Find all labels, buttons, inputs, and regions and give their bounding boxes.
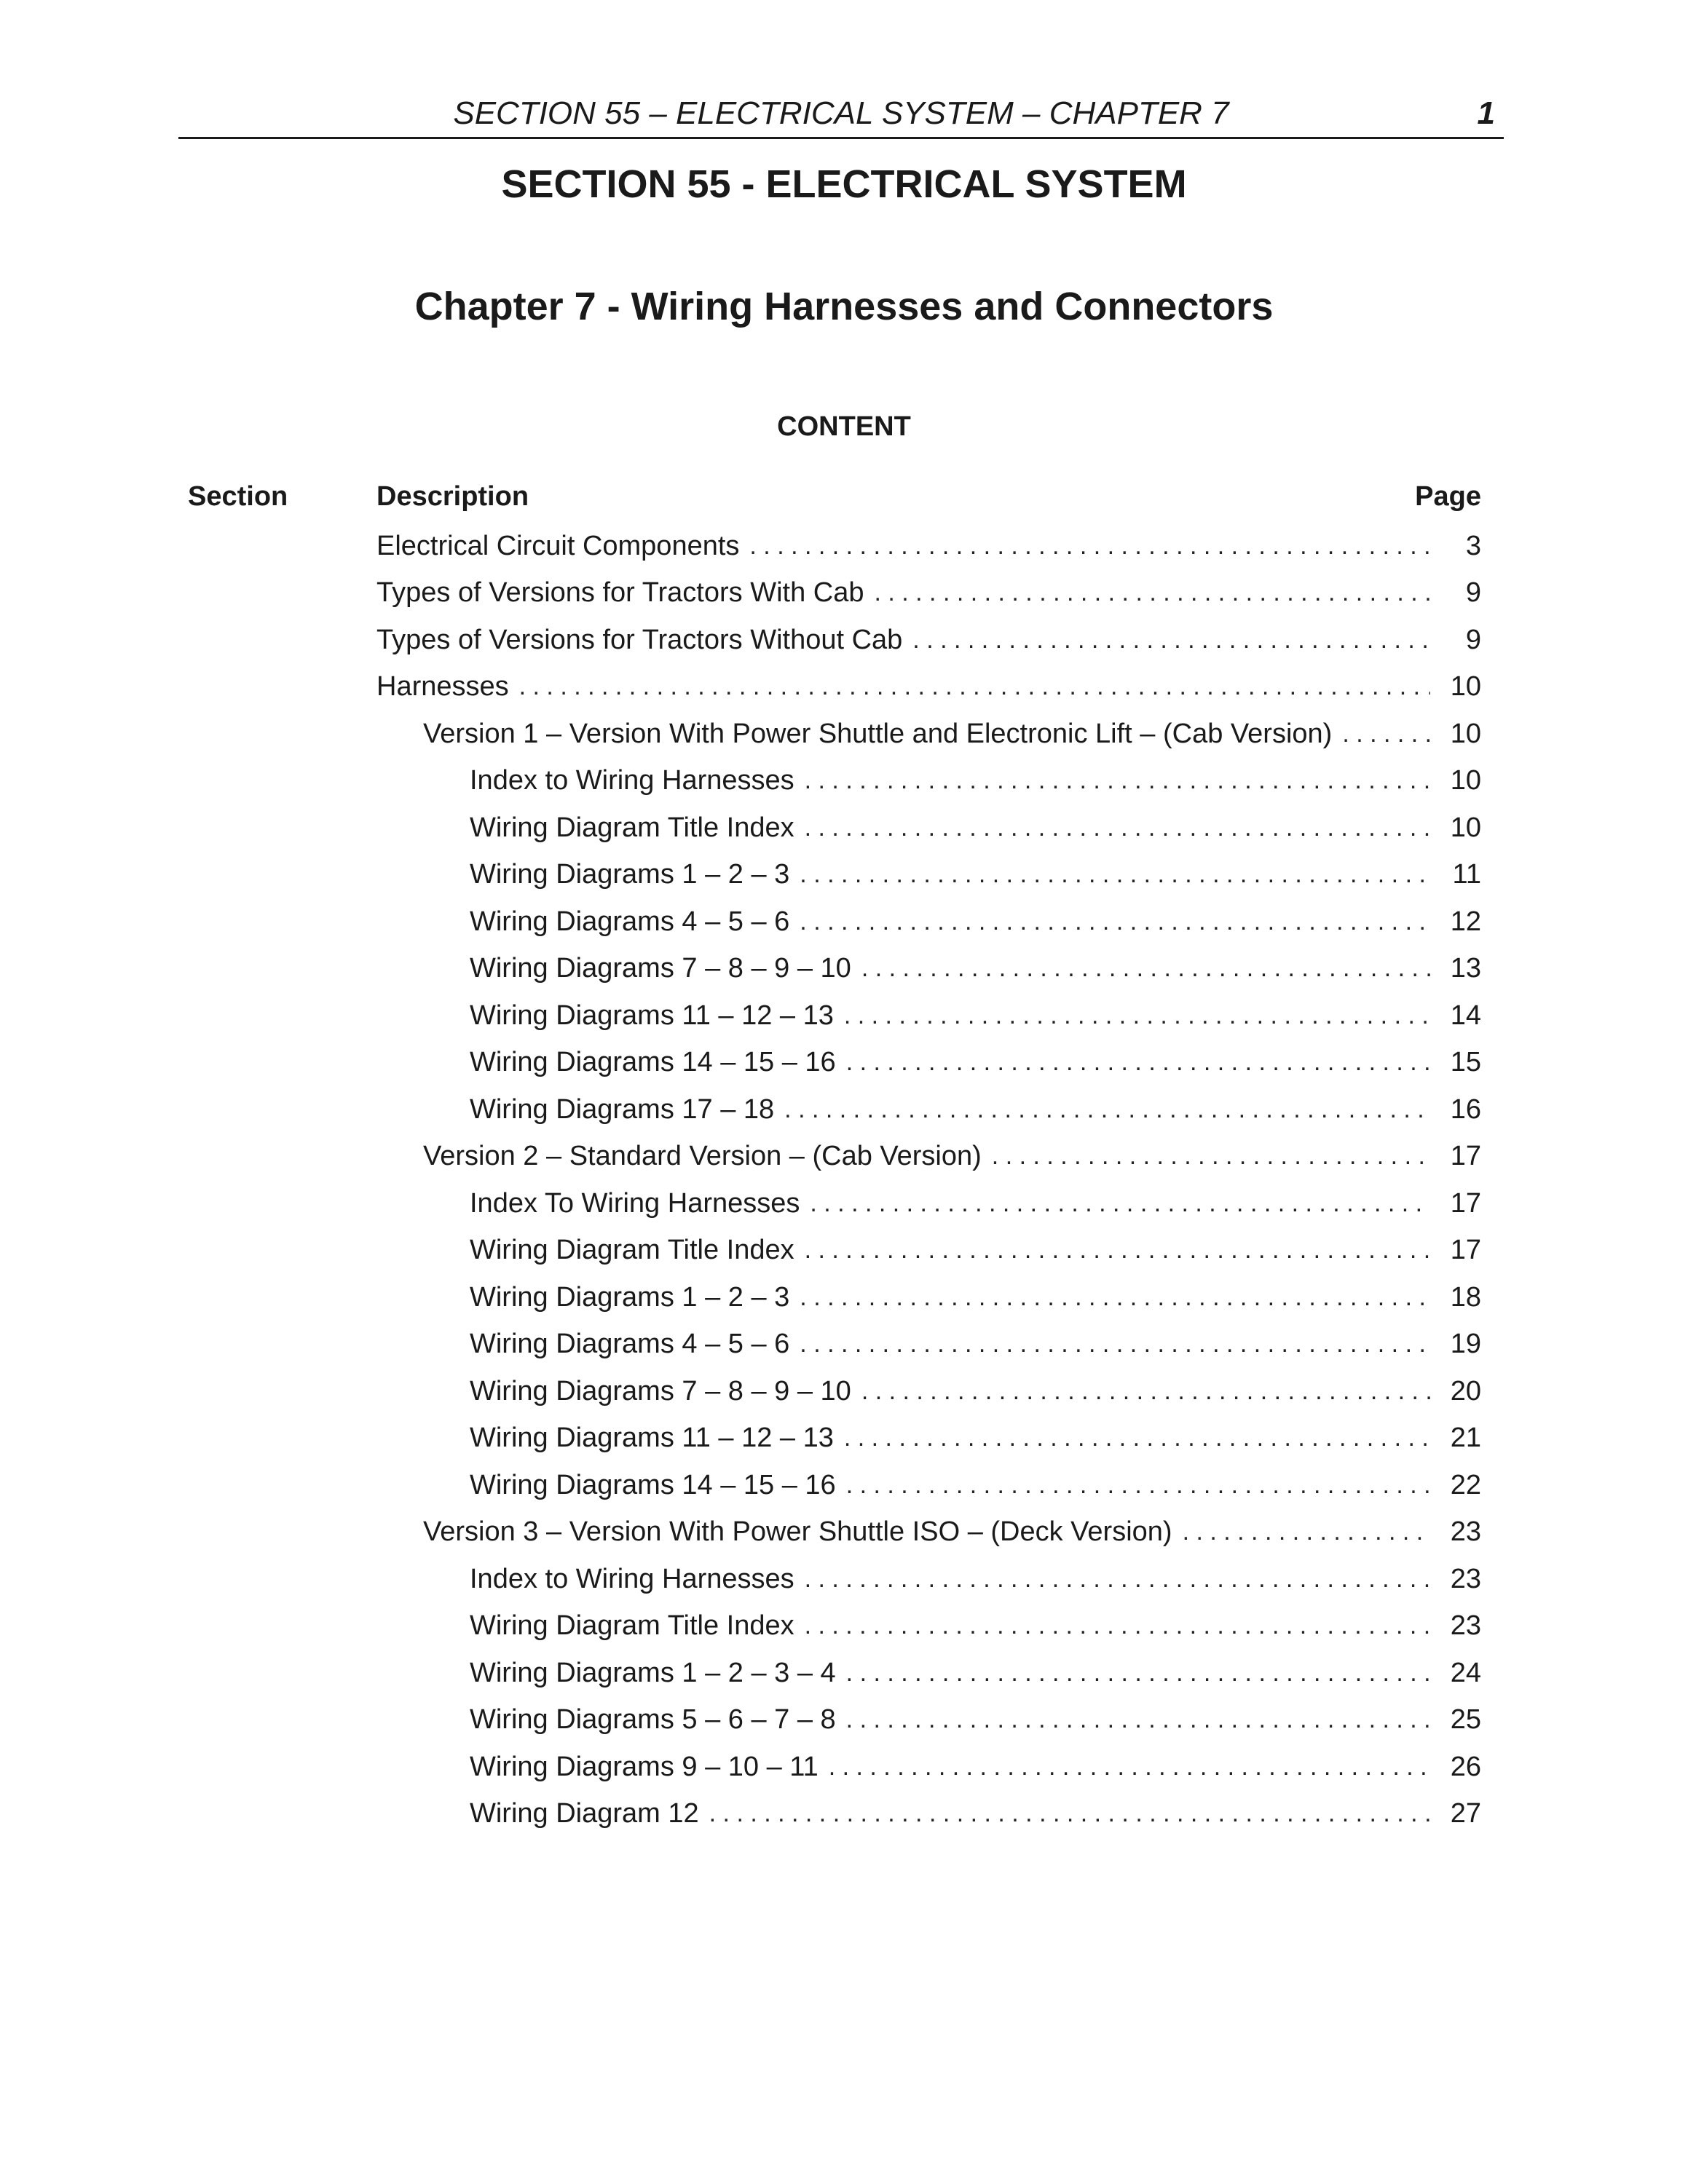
toc-entry-page: 20 xyxy=(1450,1375,1481,1406)
dot-leader xyxy=(805,1612,1430,1640)
toc-entry[interactable] xyxy=(376,617,1481,664)
dot-leader xyxy=(519,673,1430,701)
toc-entry-page: 10 xyxy=(1450,765,1481,796)
toc-entry-title: Harnesses xyxy=(376,671,509,703)
toc-entry-page: 23 xyxy=(1450,1516,1481,1548)
toc-entry-page: 9 xyxy=(1465,577,1481,609)
toc-entry-title: Wiring Diagram Title Index xyxy=(470,812,794,843)
toc-entry-page: 19 xyxy=(1450,1329,1481,1360)
dot-leader xyxy=(805,814,1430,842)
toc-entry-title: Wiring Diagrams 1 – 2 – 3 – 4 xyxy=(470,1657,836,1688)
toc-entry[interactable] xyxy=(376,1415,1481,1463)
toc-entry-page: 17 xyxy=(1450,1187,1481,1219)
toc-entry-title: Version 3 – Version With Power Shuttle ISO – (Deck Version) xyxy=(423,1516,1172,1548)
toc-entry-page: 11 xyxy=(1452,859,1481,890)
toc-entry-title: Wiring Diagrams 11 – 12 – 13 xyxy=(470,1423,834,1454)
toc-entry-title: Wiring Diagrams 1 – 2 – 3 xyxy=(470,859,790,890)
toc-entry-title: Types of Versions for Tractors Without Cab xyxy=(376,624,903,655)
column-header-description: Description xyxy=(376,481,529,512)
toc-entry-page: 17 xyxy=(1450,1141,1481,1172)
toc-entry-title: Wiring Diagram 12 xyxy=(470,1798,699,1829)
toc-entry[interactable] xyxy=(376,852,1481,899)
toc-entry[interactable] xyxy=(376,758,1481,805)
dot-leader xyxy=(800,1330,1430,1358)
column-header-page: Page xyxy=(1415,481,1481,512)
toc-entry-page: 10 xyxy=(1450,812,1481,843)
toc-entry[interactable] xyxy=(376,804,1481,852)
toc-entry[interactable] xyxy=(376,1133,1481,1181)
toc-entry-page: 23 xyxy=(1450,1563,1481,1594)
toc-entry-page: 22 xyxy=(1450,1469,1481,1500)
dot-leader xyxy=(805,1565,1430,1594)
toc-entry-page: 9 xyxy=(1465,624,1481,655)
toc-entry-page: 10 xyxy=(1450,718,1481,749)
dot-leader xyxy=(1342,720,1430,748)
section-title: SECTION 55 - ELECTRICAL SYSTEM xyxy=(501,162,1187,206)
dot-leader xyxy=(800,908,1430,936)
toc-entry-page: 15 xyxy=(1450,1047,1481,1078)
dot-leader xyxy=(861,1377,1430,1406)
toc-entry-title: Wiring Diagrams 4 – 5 – 6 xyxy=(470,906,790,937)
dot-leader xyxy=(846,1706,1430,1734)
toc-entry[interactable] xyxy=(376,1744,1481,1791)
toc-entry-page: 17 xyxy=(1450,1235,1481,1266)
running-header xyxy=(178,93,1504,139)
toc-entry-page: 26 xyxy=(1450,1751,1481,1782)
toc-entry-title: Wiring Diagram Title Index xyxy=(470,1235,794,1266)
toc-entry-title: Wiring Diagrams 14 – 15 – 16 xyxy=(470,1469,836,1500)
toc-entry-title: Index to Wiring Harnesses xyxy=(470,765,794,796)
toc-entry-title: Wiring Diagrams 4 – 5 – 6 xyxy=(470,1329,790,1360)
dot-leader xyxy=(800,1283,1430,1312)
toc-entry-page: 25 xyxy=(1450,1704,1481,1736)
toc-entry[interactable] xyxy=(376,570,1481,617)
toc-entry-title: Version 1 – Version With Power Shuttle and Electronic Lift – (Cab Version) xyxy=(423,718,1333,749)
toc-entry[interactable] xyxy=(376,1462,1481,1509)
dot-leader xyxy=(844,1424,1430,1452)
toc-entry-title: Wiring Diagrams 1 – 2 – 3 xyxy=(470,1281,790,1313)
toc-entry-page: 16 xyxy=(1450,1093,1481,1125)
dot-leader xyxy=(992,1142,1430,1171)
toc-entry-page: 14 xyxy=(1450,1000,1481,1031)
dot-leader xyxy=(805,767,1430,795)
running-header-title: SECTION 55 – ELECTRICAL SYSTEM – CHAPTER 7 xyxy=(453,95,1229,131)
toc-entry-page: 12 xyxy=(1450,906,1481,937)
dot-leader xyxy=(784,1096,1430,1124)
toc-entry-title: Index to Wiring Harnesses xyxy=(470,1563,794,1594)
column-header-section: Section xyxy=(188,481,288,512)
dot-leader xyxy=(829,1753,1430,1781)
dot-leader xyxy=(749,532,1430,561)
dot-leader xyxy=(861,954,1430,983)
toc-entry[interactable] xyxy=(376,1227,1481,1275)
toc-entry[interactable] xyxy=(376,1603,1481,1650)
toc-entry-page: 27 xyxy=(1450,1798,1481,1829)
dot-leader xyxy=(709,1800,1430,1828)
dot-leader xyxy=(874,579,1430,607)
toc-entry-title: Wiring Diagrams 7 – 8 – 9 – 10 xyxy=(470,953,851,984)
toc-entry-page: 23 xyxy=(1450,1610,1481,1642)
dot-leader xyxy=(800,860,1430,889)
dot-leader xyxy=(844,1002,1430,1030)
toc-entry[interactable] xyxy=(376,1509,1481,1556)
toc-entry-page: 24 xyxy=(1450,1657,1481,1688)
toc-entry-page: 21 xyxy=(1450,1423,1481,1454)
toc-entry-page: 3 xyxy=(1465,530,1481,561)
toc-entry[interactable] xyxy=(376,1791,1481,1838)
toc-entry[interactable] xyxy=(376,1086,1481,1133)
toc-entry-title: Wiring Diagrams 14 – 15 – 16 xyxy=(470,1047,836,1078)
toc-entry-page: 13 xyxy=(1450,953,1481,984)
dot-leader xyxy=(912,626,1430,654)
toc-entry[interactable] xyxy=(376,992,1481,1040)
toc-entry[interactable] xyxy=(376,1650,1481,1697)
toc-entry-title: Wiring Diagrams 17 – 18 xyxy=(470,1093,775,1125)
dot-leader xyxy=(846,1659,1430,1688)
content-heading: CONTENT xyxy=(777,411,911,442)
toc-entry-title: Wiring Diagrams 7 – 8 – 9 – 10 xyxy=(470,1375,851,1406)
dot-leader xyxy=(846,1471,1430,1500)
table-of-contents xyxy=(376,523,1481,1837)
toc-entry-title: Wiring Diagrams 9 – 10 – 11 xyxy=(470,1751,819,1782)
toc-entry[interactable] xyxy=(376,1321,1481,1369)
toc-entry[interactable] xyxy=(376,1040,1481,1087)
toc-entry-title: Types of Versions for Tractors With Cab xyxy=(376,577,864,609)
dot-leader xyxy=(805,1236,1430,1265)
dot-leader xyxy=(1183,1518,1430,1546)
dot-leader xyxy=(810,1190,1430,1218)
page-number: 1 xyxy=(1477,95,1495,131)
toc-entry-title: Index To Wiring Harnesses xyxy=(470,1187,800,1219)
toc-entry[interactable] xyxy=(376,1274,1481,1321)
toc-entry-page: 10 xyxy=(1450,671,1481,703)
dot-leader xyxy=(846,1048,1430,1077)
toc-entry-title: Version 2 – Standard Version – (Cab Version) xyxy=(423,1141,982,1172)
toc-entry[interactable] xyxy=(376,523,1481,570)
toc-entry-title: Wiring Diagrams 11 – 12 – 13 xyxy=(470,1000,834,1031)
toc-entry[interactable] xyxy=(376,1368,1481,1415)
toc-entry-title: Wiring Diagrams 5 – 6 – 7 – 8 xyxy=(470,1704,836,1736)
toc-entry[interactable] xyxy=(376,1180,1481,1227)
toc-entry[interactable] xyxy=(376,898,1481,946)
toc-entry-page: 18 xyxy=(1450,1281,1481,1313)
toc-entry[interactable] xyxy=(376,711,1481,758)
chapter-title: Chapter 7 - Wiring Harnesses and Connectors xyxy=(414,285,1274,328)
toc-entry-title: Wiring Diagram Title Index xyxy=(470,1610,794,1642)
toc-entry[interactable] xyxy=(376,664,1481,711)
toc-entry-title: Electrical Circuit Components xyxy=(376,530,740,561)
toc-entry[interactable] xyxy=(376,1697,1481,1744)
toc-entry[interactable] xyxy=(376,946,1481,993)
toc-entry[interactable] xyxy=(376,1556,1481,1603)
